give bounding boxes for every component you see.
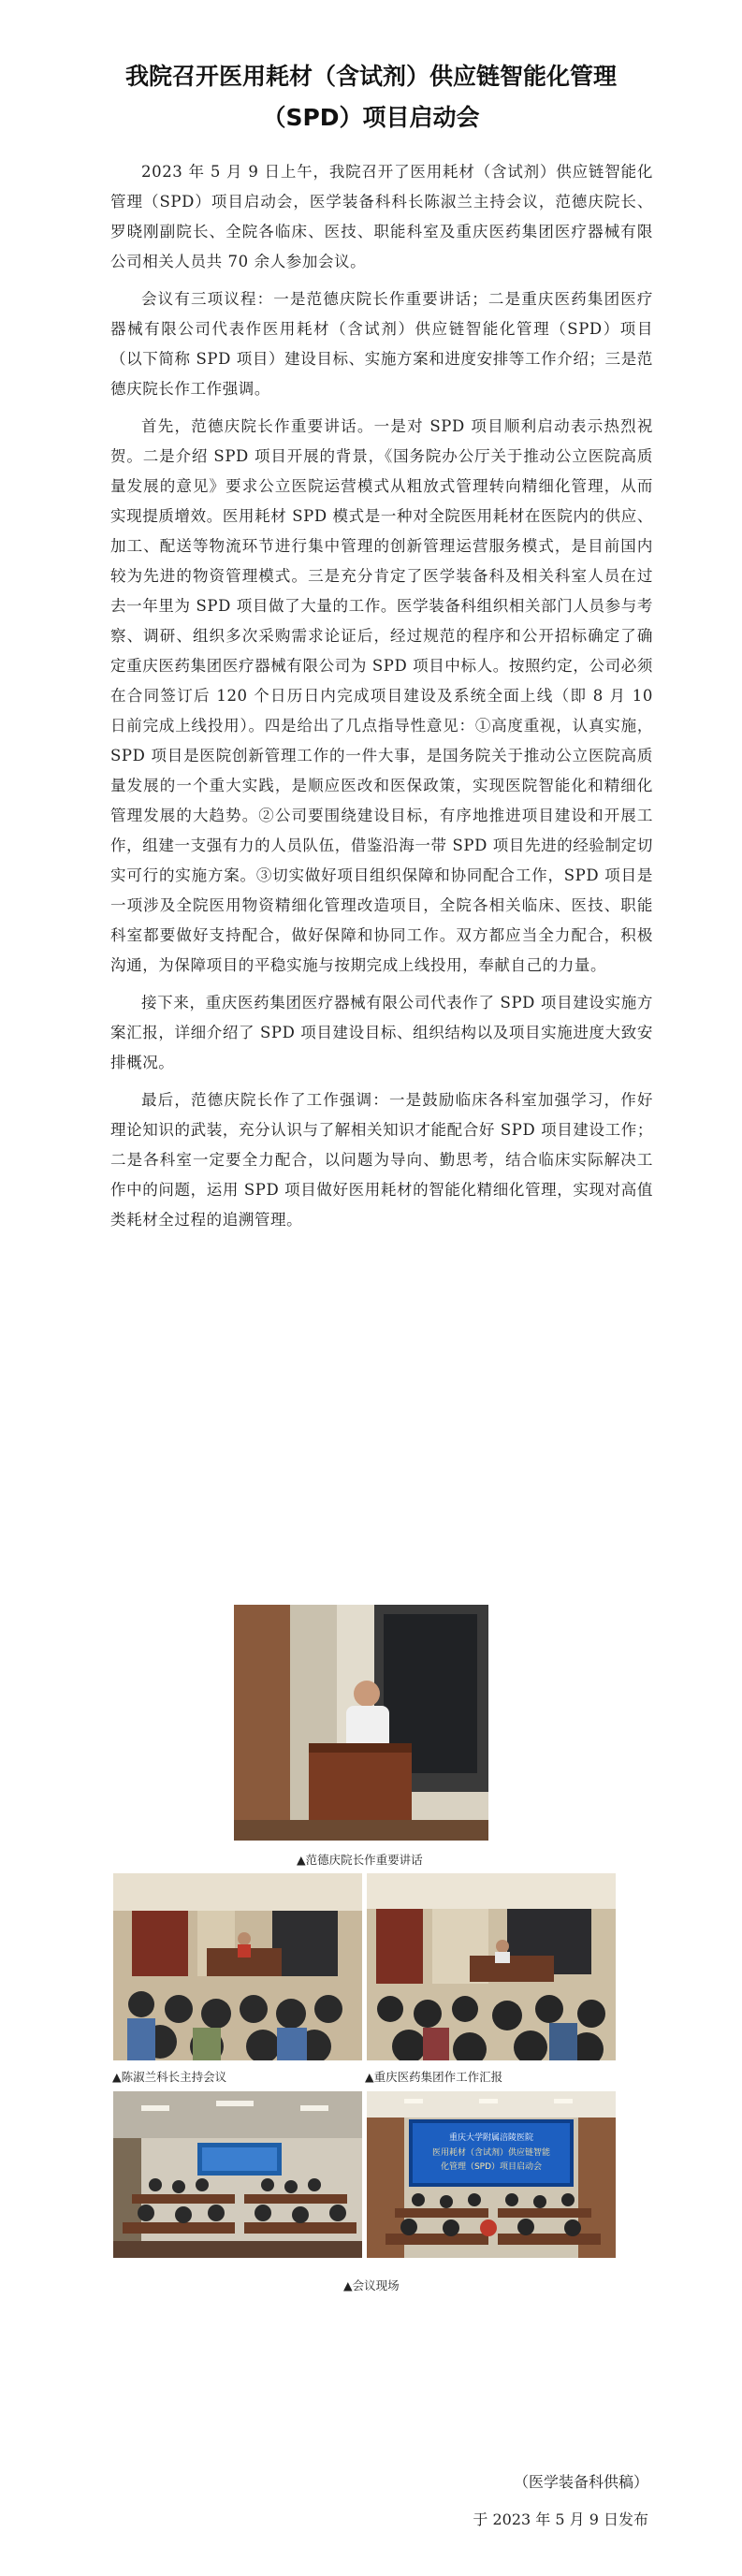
venue-image-1 <box>113 2091 362 2258</box>
screen-text-3: 化管理（SPD）项目启动会 <box>440 2162 543 2172</box>
photo-venue-1 <box>113 2091 362 2258</box>
screen-text-2: 医用耗材（含试剂）供应链智能 <box>431 2148 551 2158</box>
photo-company-report <box>367 1873 616 2060</box>
paragraph-company-report: 接下来，重庆医药集团医疗器械有限公司代表作了 SPD 项目建设实施方案汇报，详细介绍了 SPD 项目建设目标、组织结构以及项目实施进度大致安排概况。 <box>110 994 653 1071</box>
caption-venue: ▲会议现场 <box>343 2278 400 2292</box>
photo-venue-2 <box>367 2091 616 2258</box>
paragraph-closing: 最后，范德庆院长作了工作强调：一是鼓励临床各科室加强学习，作好理论知识的武装，充分认识与了解相关知识才能配合好 SPD 项目建设工作；二是各科室一定要全力配合，以问题为导向、勤思考，结合临床实际解决工作中的问题，运用 SPD 项目做好医用耗材的智能化精细化管理，实现对高值类耗材全过程的追溯管理。 <box>110 1091 653 1229</box>
title-line-2: （SPD）项目启动会 <box>262 104 480 131</box>
photo-host-meeting <box>113 1873 362 2060</box>
venue-image-2 <box>367 2091 616 2258</box>
company-report-image <box>367 1873 616 2060</box>
photo-section <box>0 1605 742 2391</box>
article-body <box>110 157 653 1243</box>
photo-president-speech <box>234 1605 488 1841</box>
screen-text-1: 重庆大学附属涪陵医院 <box>448 2133 534 2143</box>
meeting-host-image <box>113 1873 362 2060</box>
speaker-image <box>234 1605 488 1841</box>
caption-president-speech: ▲范德庆院长作重要讲话 <box>297 1853 423 1867</box>
caption-host-meeting: ▲陈淑兰科长主持会议 <box>112 2070 227 2084</box>
source-note: （医学装备科供稿） <box>513 2473 648 2491</box>
article-title <box>75 56 667 138</box>
publish-date: 于 2023 年 5 月 9 日发布 <box>473 2511 648 2528</box>
caption-company-report: ▲重庆医药集团作工作汇报 <box>365 2070 503 2084</box>
paragraph-intro: 2023 年 5 月 9 日上午，我院召开了医用耗材（含试剂）供应链智能化管理（SPD）项目启动会，医学装备科科长陈淑兰主持会议，范德庆院长、罗晓刚副院长、全院各临床、医技、职能科室及重庆医药集团医疗器械有限公司相关人员共 70 余人参加会议。 <box>110 163 653 270</box>
paragraph-agenda: 会议有三项议程：一是范德庆院长作重要讲话；二是重庆医药集团医疗器械有限公司代表作医用耗材（含试剂）供应链智能化管理（SPD）项目（以下简称 SPD 项目）建设目标、实施方案和进度安排等工作介绍；三是范德庆院长作工作强调。 <box>110 290 653 398</box>
paragraph-president-speech: 首先，范德庆院长作重要讲话。一是对 SPD 项目顺利启动表示热烈祝贺。二是介绍 SPD 项目开展的背景，《国务院办公厅关于推动公立医院高质量发展的意见》要求公立医院运营模式从粗放式管理转向精细化管理，从而实现提质增效。医用耗材 SPD 模式是一种对全院医用耗材在医院内的供应、加工、配送等物流环节进行集中管理的创新管理运营服务模式，是目前国内较为先进的物资管理模式。三是充分肯定了医学装备科及相关科室人员在过去一年里为 SPD 项目做了大量的工作。医学装备科组织相关部门人员参与考察、调研、组织多次采购需求论证后，经过规范的程序和公开招标确定了确定重庆医药集团医疗器械有限公司为 SPD 项目中标人。按照约定，公司必须在合同签订后 120 个日历日内完成项目建设及系统全面上线（即 8 月 10 日前完成上线投用）。四是给出了几点指导性意见：①高度重视，认真实施，SPD 项目是医院创新管理工作的一件大事，是国务院关于推动公立医院高质量发展的一个重大实践，是顺应医改和医保政策，实现医院智能化和精细化管理发展的大趋势。②公司要围绕建设目标，有序地推进项目建设和开展工作，组建一支强有力的人员队伍，借鉴沿海一带 SPD 项目先进的经验制定切实可行的实施方案。③切实做好项目组织保障和协同配合工作，SPD 项目是一项涉及全院医用物资精细化管理改造项目，全院各相关临床、医技、职能科室都要做好支持配合，做好保障和协同工作。双方都应当全力配合，积极沟通，为保障项目的平稳实施与按期完成上线投用，奉献自己的力量。 <box>110 417 653 974</box>
title-line-1: 我院召开医用耗材（含试剂）供应链智能化管理 <box>124 63 617 90</box>
